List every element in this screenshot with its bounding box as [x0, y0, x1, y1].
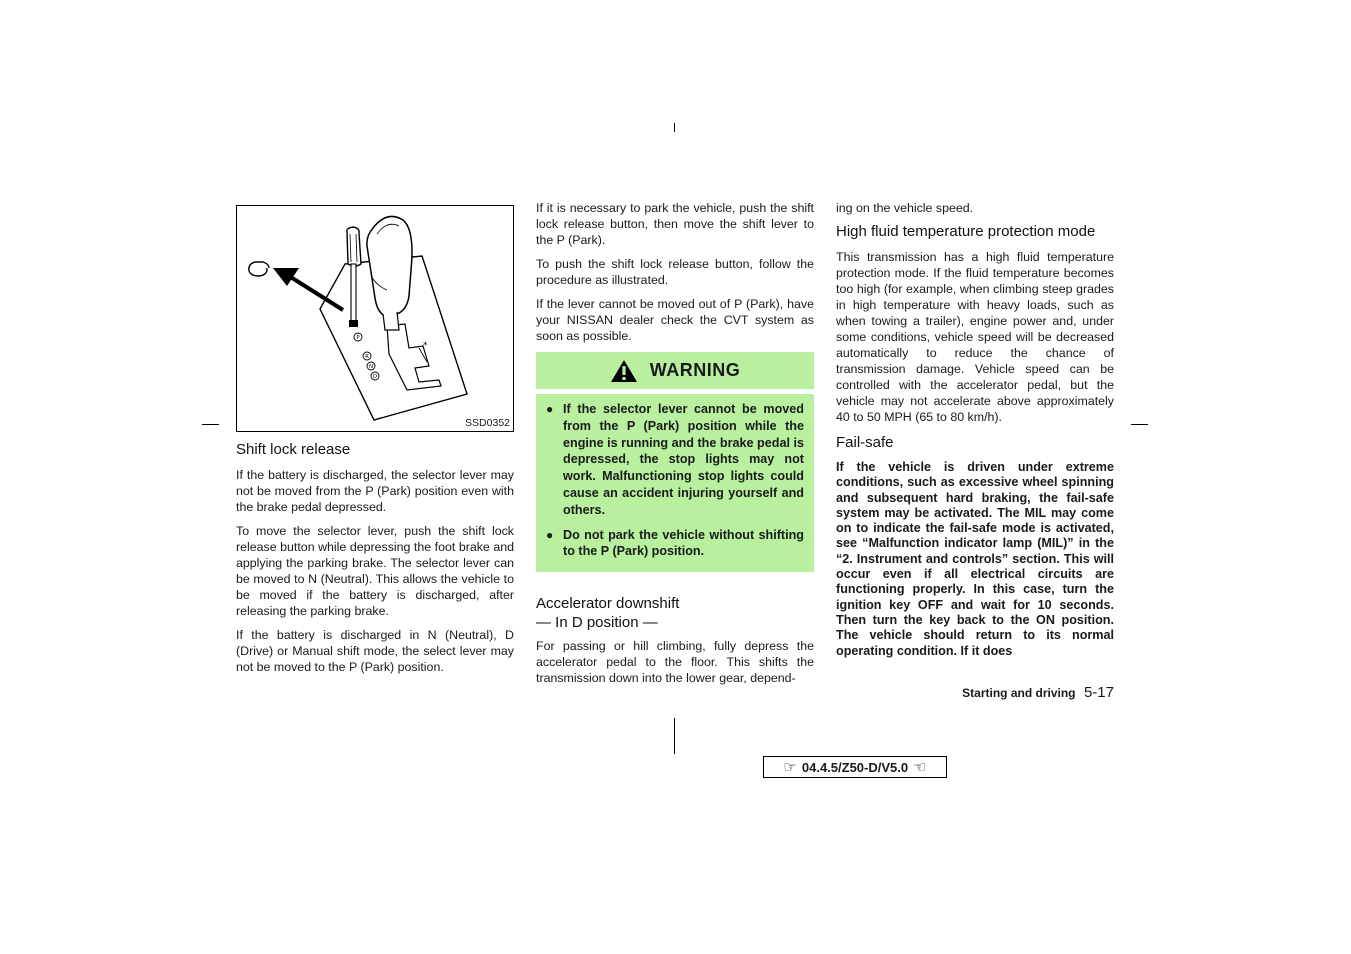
svg-text:*: *: [423, 341, 428, 351]
heading-line-2: — In D position —: [536, 614, 658, 632]
bullet-icon: ●: [546, 527, 554, 542]
figure-code: SSD0352: [465, 417, 510, 429]
col2-paragraph-2: To push the shift lock release button, follow the procedure as illustrated.: [536, 257, 814, 287]
col2-paragraph-3: If the lever cannot be moved out of P (Park), have your NISSAN dealer check the CVT system as soon as possible.: [536, 297, 814, 343]
col1-paragraph-3: If the battery is discharged in N (Neutral), D (Drive) or Manual shift mode, the select lever may not be moved to the P (Park) position.: [236, 628, 514, 674]
gear-letter-d: D: [372, 374, 378, 380]
left-crop-mark: [202, 424, 219, 425]
col1-paragraph-1: If the battery is discharged, the selector lever may not be moved from the P (Park) position even with the brake pedal depressed.: [236, 468, 514, 514]
pointing-hand-left-icon: ☜: [913, 759, 927, 776]
heading-line-1: Accelerator downshift: [536, 595, 680, 613]
column-1: [236, 200, 514, 683]
warning-title: WARNING: [649, 360, 741, 380]
warning-item: [546, 527, 804, 561]
page-number: 5-17: [1083, 684, 1114, 701]
col2-paragraph-1: If it is necessary to park the vehicle, push the shift lock release button, then move the shift lever to the P (Park).: [536, 201, 814, 247]
warning-item-text: If the selector lever cannot be moved from the P (Park) position while the engine is running and the brake pedal is depressed, the stop lights may not work. Malfunctioning stop lights could cause an accident injuring yourself and others.: [563, 402, 804, 517]
col1-paragraph-2: To move the selector lever, push the shift lock release button while depressing the foot brake and applying the parking brake. The selector lever can be moved to N (Neutral). This allows the vehicle to be moved if the battery is discharged, after releasing the parking brake.: [236, 524, 514, 618]
warning-item: [546, 401, 804, 519]
bottom-center-mark: [674, 718, 675, 754]
right-crop-mark: [1131, 424, 1148, 425]
top-center-mark: [674, 123, 675, 132]
pointing-hand-right-icon: ☞: [783, 759, 797, 776]
warning-body: [536, 394, 814, 572]
column-2: [536, 200, 814, 694]
warning-item-text: Do not park the vehicle without shifting to the P (Park) position.: [563, 527, 804, 559]
gear-letter-n: N: [368, 364, 374, 370]
document-code: 04.4.5/Z50-D/V5.0: [801, 759, 909, 775]
document-code-box: [763, 756, 947, 778]
shift-lever-drawing: [237, 206, 513, 431]
warning-header: [536, 352, 814, 389]
page-footer: [836, 684, 1114, 702]
fail-safe-paragraph: If the vehicle is driven under extreme conditions, such as excessive wheel spinning and subsequent hard braking, the fail-safe system may be activated. The MIL may come on to indicate the fail-safe mode is activated, see “Malfunction indicator lamp (MIL)” in the “2. Instrument and controls” section. This will occur even if all electrical circuits are functioning properly. In this case, turn the ignition key OFF and wait for 10 seconds. Then turn the key back to the ON position. The vehicle should return to its normal operating condition. If it does: [836, 460, 1114, 658]
fail-safe-heading: Fail-safe: [836, 434, 894, 451]
section-name: Starting and driving: [962, 686, 1076, 700]
high-fluid-temperature-heading: High fluid temperature protection mode: [836, 223, 1096, 240]
accelerator-downshift-heading: [536, 594, 814, 632]
column-3: [836, 200, 1114, 659]
col3-paragraph-1: This transmission has a high fluid temperature protection mode. If the fluid temperature becomes too high (for example, when climbing steep grades in high temperature with heavy loads, such as when towing a trailer), engine power and, under some conditions, vehicle speed will be decreased automatically to reduce the chance of transmission damage. Vehicle speed can be controlled with the accelerator pedal, but the vehicle may not accelerate above approximately 40 to 50 MPH (65 to 80 km/h).: [836, 250, 1114, 424]
shift-lock-illustration: [236, 205, 514, 432]
shift-lock-heading: Shift lock release: [236, 441, 351, 458]
col2-paragraph-4: For passing or hill climbing, fully depress the accelerator pedal to the floor. This shifts the transmission down into the lower gear, depend-: [536, 639, 814, 686]
warning-triangle-icon: [610, 359, 638, 383]
gear-letter-r: R: [365, 354, 369, 360]
col3-paragraph-0: ing on the vehicle speed.: [836, 201, 974, 215]
bullet-icon: ●: [546, 402, 554, 416]
gear-letter-p: P: [356, 335, 360, 341]
